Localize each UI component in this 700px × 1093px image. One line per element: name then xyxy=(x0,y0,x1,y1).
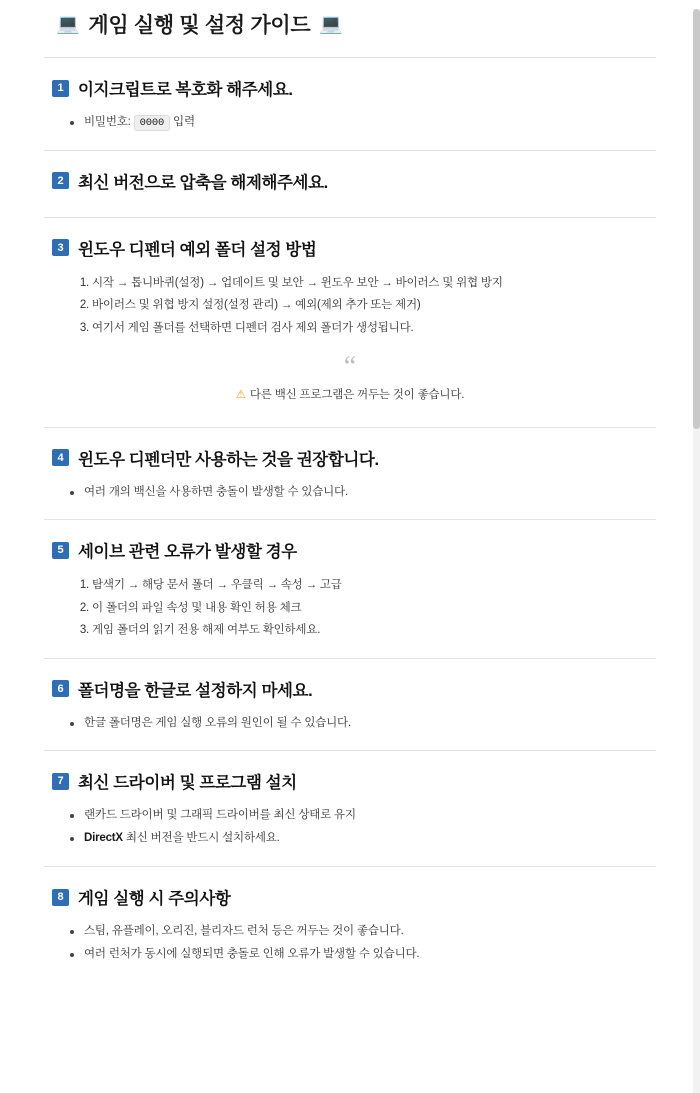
list-item xyxy=(84,114,656,132)
list-item: 랜카드 드라이버 및 그래픽 드라이버를 최신 상태로 유지 xyxy=(84,807,656,825)
section-6 xyxy=(44,659,656,752)
page-title xyxy=(56,9,656,39)
section-3 xyxy=(44,218,656,428)
page-title-text: 게임 실행 및 설정 가이드 xyxy=(88,14,311,37)
bullet-list xyxy=(44,923,656,964)
section-title: 윈도우 디펜더만 사용하는 것을 권장합니다. xyxy=(78,450,379,469)
list-item: 스팀, 유플레이, 오리진, 블리자드 런처 등은 꺼두는 것이 좋습니다. xyxy=(84,923,656,941)
section-4 xyxy=(44,428,656,521)
list-item: 한글 폴더명은 게임 실행 오류의 원인이 될 수 있습니다. xyxy=(84,715,656,733)
laptop-icon: 💻 xyxy=(56,13,80,35)
list-item: 3. 게임 폴더의 읽기 전용 해제 여부도 확인하세요. xyxy=(92,621,656,639)
warning-icon: ⚠ xyxy=(235,388,246,401)
section-body xyxy=(44,260,656,409)
section-number-badge: 4 xyxy=(52,449,69,466)
list-item: 여러 런처가 동시에 실행되면 충돌로 인해 오류가 발생할 수 있습니다. xyxy=(84,946,656,964)
password-code: 0000 xyxy=(134,115,170,131)
section-number-badge: 8 xyxy=(52,889,69,906)
section-title: 최신 버전으로 압축을 해제해주세요. xyxy=(78,173,328,192)
list-item: 1. 시작 → 톱니바퀴(설정) → 업데이트 및 보안 → 윈도우 보안 → 바이러스 및 위협 방지 xyxy=(92,274,656,292)
section-2 xyxy=(44,151,656,218)
section-title: 윈도우 디펜더 예외 폴더 설정 방법 xyxy=(78,240,317,259)
section-title: 폴더명을 한글로 설정하지 마세요. xyxy=(78,681,313,700)
bullet-list xyxy=(44,114,656,132)
bullet-list xyxy=(44,715,656,733)
step-list xyxy=(44,576,656,639)
bullet-text: 비밀번호: xyxy=(84,116,134,128)
laptop-icon: 💻 xyxy=(319,13,343,35)
section-body xyxy=(44,193,656,199)
step-list xyxy=(44,274,656,337)
section-body xyxy=(44,100,656,132)
section-body xyxy=(44,562,656,639)
note-text: 다른 백신 프로그램은 꺼두는 것이 좋습니다. xyxy=(249,388,465,401)
section-body xyxy=(44,701,656,733)
bullet-list xyxy=(44,484,656,502)
list-item: 2. 이 폴더의 파일 속성 및 내용 확인 허용 체크 xyxy=(92,599,656,617)
section-1 xyxy=(44,58,656,151)
bullet-text-suffix: 최신 버전을 반드시 설치하세요. xyxy=(122,832,280,845)
scrollbar-thumb[interactable] xyxy=(693,9,700,429)
section-5 xyxy=(44,520,656,658)
section-7 xyxy=(44,751,656,867)
bullet-list xyxy=(44,807,656,848)
directx-label: DirectX xyxy=(84,832,123,845)
section-heading xyxy=(52,538,656,562)
bullet-text-suffix: 입력 xyxy=(170,116,195,128)
section-body xyxy=(44,793,656,848)
note-text-wrap xyxy=(236,389,464,401)
section-number-badge: 2 xyxy=(52,172,69,189)
section-heading xyxy=(52,76,656,100)
section-number-badge: 1 xyxy=(52,80,69,97)
section-title: 최신 드라이버 및 프로그램 설치 xyxy=(78,774,297,793)
section-number-badge: 5 xyxy=(52,542,69,559)
section-heading xyxy=(52,885,656,909)
section-title: 세이브 관련 오류가 발생할 경우 xyxy=(78,543,297,562)
section-heading xyxy=(52,169,656,193)
list-item: 여러 개의 백신을 사용하면 충돌이 발생할 수 있습니다. xyxy=(84,484,656,502)
section-heading xyxy=(52,677,656,701)
section-number-badge: 3 xyxy=(52,239,69,256)
quote-icon: “ xyxy=(343,350,357,382)
section-title: 이지크립트로 복호화 해주세요. xyxy=(78,81,293,99)
list-item: 2. 바이러스 및 위협 방지 설정(설정 관리) → 예외(제외 추가 또는 제거) xyxy=(92,296,656,314)
scrollbar[interactable] xyxy=(693,9,700,1093)
list-item xyxy=(84,830,656,848)
section-heading xyxy=(52,769,656,793)
section-8 xyxy=(44,867,656,964)
list-item: 1. 탐색기 → 해당 문서 폴더 → 우클릭 → 속성 → 고급 xyxy=(92,576,656,594)
section-body xyxy=(44,470,656,502)
section-number-badge: 6 xyxy=(52,680,69,697)
section-body xyxy=(44,909,656,964)
section-heading xyxy=(52,446,656,470)
section-heading xyxy=(52,236,656,260)
section-number-badge: 7 xyxy=(52,773,69,790)
document-page xyxy=(0,9,700,964)
list-item: 3. 여기서 게임 폴더를 선택하면 디펜더 검사 제외 폴더가 생성됩니다. xyxy=(92,319,656,337)
section-title: 게임 실행 시 주의사항 xyxy=(78,890,231,908)
note-block xyxy=(44,341,656,409)
